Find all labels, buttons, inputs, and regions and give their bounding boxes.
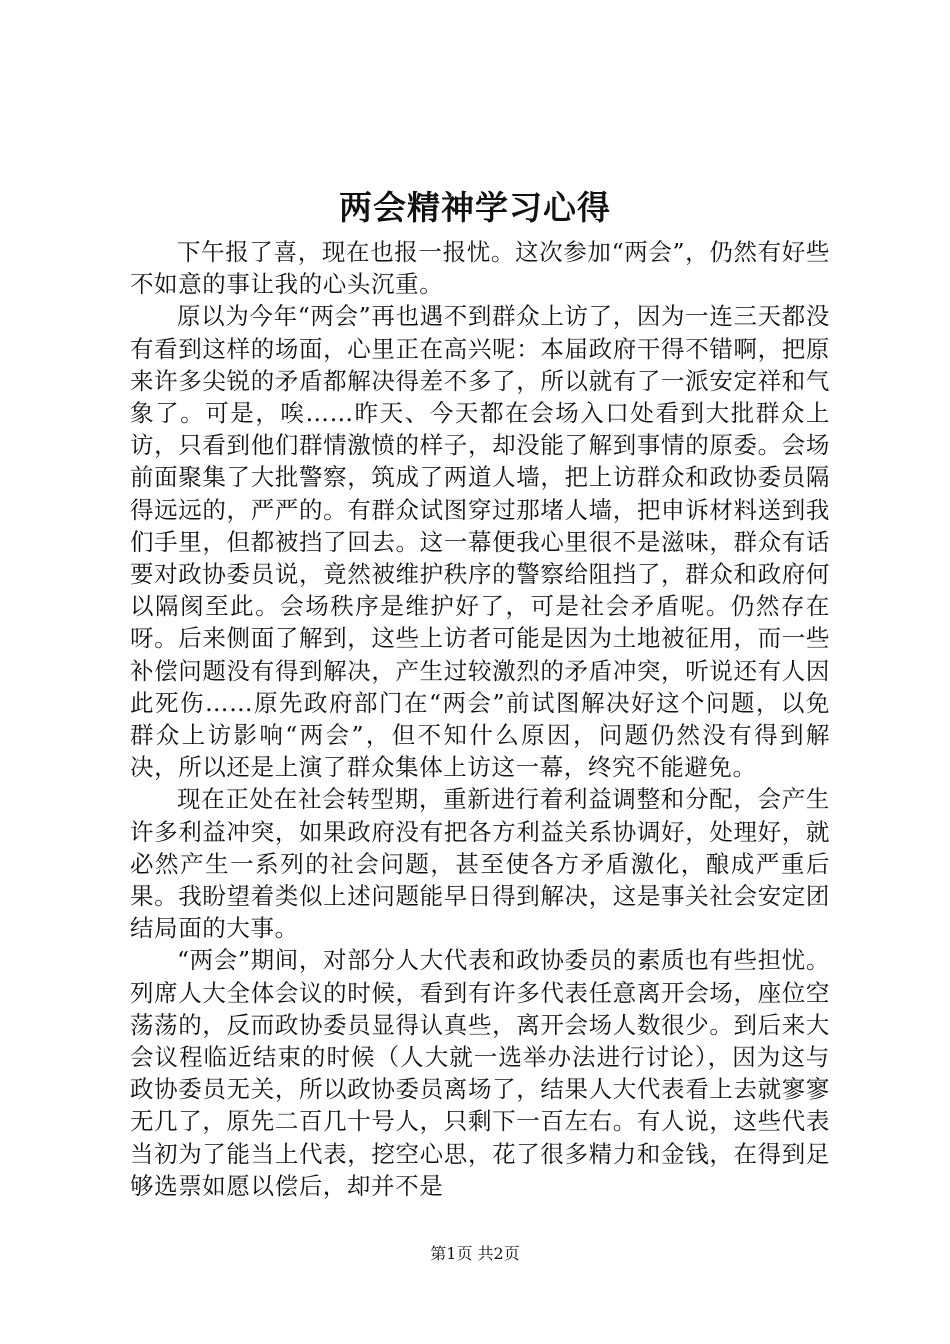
paragraph: 现在正处在社会转型期，重新进行着利益调整和分配，会产生许多利益冲突，如果政府没有把各方利益关系协调好，处理好，就必然产生一系列的社会问题，甚至使各方矛盾激化，酿成严重后果。我盼望着类似上述问题能早日得到解决，这是事关社会安定团结局面的大事。: [130, 785, 830, 943]
document-title: 两会精神学习心得: [339, 188, 611, 227]
paragraph: 下午报了喜，现在也报一报忧。这次参加“两会”，仍然有好些不如意的事让我的心头沉重。: [130, 238, 830, 299]
page-footer: [0, 1243, 950, 1265]
page-number: 第1页 共2页: [430, 1244, 520, 1263]
paragraph: “两会”期间，对部分人大代表和政协委员的素质也有些担忧。列席人大全体会议的时候，看到有许多代表任意离开会场，座位空荡荡的，反而政协委员显得认真些，离开会场人数很少。到后来大会议程临近结束的时候（人大就一选举办法进行讨论），因为这与政协委员无关，所以政协委员离场了，结果人大代表看上去就寥寥无几了，原先二百几十号人，只剩下一百左右。有人说，这些代表当初为了能当上代表，挖空心思，花了很多精力和金钱，在得到足够选票如愿以偿后，却并不是: [130, 946, 830, 1200]
document-body: [130, 236, 830, 1202]
paragraph: 原以为今年“两会”再也遇不到群众上访了，因为一连三天都没有看到这样的场面，心里正在高兴呢：本届政府干得不错啊，把原来许多尖锐的矛盾都解决得差不多了，所以就有了一派安定祥和气象了。可是，唉……昨天、今天都在会场入口处看到大批群众上访，只看到他们群情激愤的样子，却没能了解到事情的原委。会场前面聚集了大批警察，筑成了两道人墙，把上访群众和政协委员隔得远远的，严严的。有群众试图穿过那堵人墙，把申诉材料送到我们手里，但都被挡了回去。这一幕便我心里很不是滋味，群众有话要对政协委员说，竟然被维护秩序的警察给阻挡了，群众和政府何以隔阂至此。会场秩序是维护好了，可是社会矛盾呢。仍然存在呀。后来侧面了解到，这些上访者可能是因为土地被征用，而一些补偿问题没有得到解决，产生过较激烈的矛盾冲突，听说还有人因此死伤……原先政府部门在“两会”前试图解决好这个问题，以免群众上访影响“两会”，但不知什么原因，问题仍然没有得到解决，所以还是上演了群众集体上访这一幕，终究不能避免。: [130, 302, 830, 782]
